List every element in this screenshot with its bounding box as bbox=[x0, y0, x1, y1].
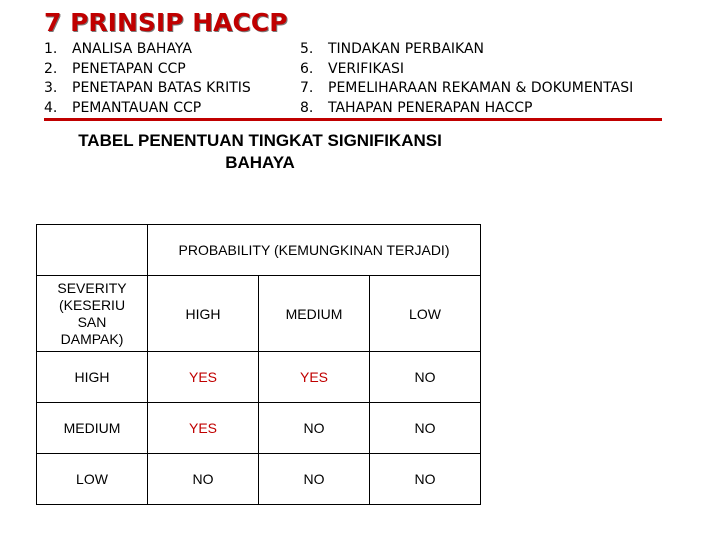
row-label: LOW bbox=[37, 454, 148, 505]
principle-item bbox=[300, 99, 633, 119]
principle-label: PENETAPAN BATAS KRITIS bbox=[72, 80, 251, 96]
table-title-line: TABEL PENENTUAN TINGKAT SIGNIFIKANSI bbox=[78, 131, 442, 150]
row-label: MEDIUM bbox=[37, 403, 148, 454]
principle-item bbox=[300, 79, 633, 99]
table-columns-row bbox=[37, 276, 481, 352]
principle-number: 1. bbox=[44, 41, 58, 57]
principle-item bbox=[44, 40, 251, 60]
table-cell: YES bbox=[148, 403, 259, 454]
principle-label: ANALISA BAHAYA bbox=[72, 41, 192, 57]
severity-header-line: SAN bbox=[77, 313, 107, 330]
severity-header-line: (KESERIU bbox=[58, 296, 126, 313]
principle-number: 3. bbox=[44, 80, 58, 96]
table-cell: NO bbox=[259, 403, 370, 454]
table-cell: YES bbox=[148, 352, 259, 403]
principle-label: VERIFIKASI bbox=[328, 60, 404, 77]
table-title-line: BAHAYA bbox=[225, 153, 295, 172]
table-cell: YES bbox=[259, 352, 370, 403]
table-title bbox=[40, 130, 480, 174]
principle-number: 8. bbox=[300, 99, 314, 116]
table-cell: NO bbox=[148, 454, 259, 505]
principle-label: PENETAPAN CCP bbox=[72, 60, 186, 77]
table-cell: NO bbox=[259, 454, 370, 505]
table-row bbox=[37, 454, 481, 505]
significance-table bbox=[36, 224, 481, 505]
severity-header bbox=[37, 276, 148, 352]
column-header: LOW bbox=[370, 276, 481, 352]
divider-rule bbox=[44, 118, 662, 121]
table-row bbox=[37, 403, 481, 454]
page-title: 7 PRINSIP HACCP bbox=[44, 8, 288, 37]
principle-item bbox=[44, 99, 251, 119]
principle-label: PEMANTAUAN CCP bbox=[72, 99, 202, 116]
principle-item bbox=[44, 79, 251, 99]
principle-number: 5. bbox=[300, 41, 314, 57]
severity-header-line: SEVERITY bbox=[57, 279, 127, 296]
principle-number: 6. bbox=[300, 60, 314, 77]
column-header: MEDIUM bbox=[259, 276, 370, 352]
column-header: HIGH bbox=[148, 276, 259, 352]
row-label: HIGH bbox=[37, 352, 148, 403]
table-cell: NO bbox=[370, 352, 481, 403]
principle-item bbox=[300, 40, 633, 60]
principle-number: 2. bbox=[44, 60, 58, 77]
principles-list-right bbox=[300, 40, 633, 118]
table-cell: NO bbox=[370, 403, 481, 454]
principle-label: TINDAKAN PERBAIKAN bbox=[328, 41, 485, 57]
table-corner-cell bbox=[37, 225, 148, 276]
table-header-row bbox=[37, 225, 481, 276]
severity-header-line: DAMPAK) bbox=[60, 330, 124, 347]
principle-label: PEMELIHARAAN REKAMAN & DOKUMENTASI bbox=[328, 80, 634, 96]
principle-number: 4. bbox=[44, 99, 58, 116]
principle-label: TAHAPAN PENERAPAN HACCP bbox=[328, 99, 533, 116]
principle-item bbox=[300, 60, 633, 80]
table-cell: NO bbox=[370, 454, 481, 505]
principles-list-left bbox=[44, 40, 251, 118]
principle-number: 7. bbox=[300, 80, 314, 96]
probability-header: PROBABILITY (KEMUNGKINAN TERJADI) bbox=[148, 225, 481, 276]
principle-item bbox=[44, 60, 251, 80]
table-row bbox=[37, 352, 481, 403]
